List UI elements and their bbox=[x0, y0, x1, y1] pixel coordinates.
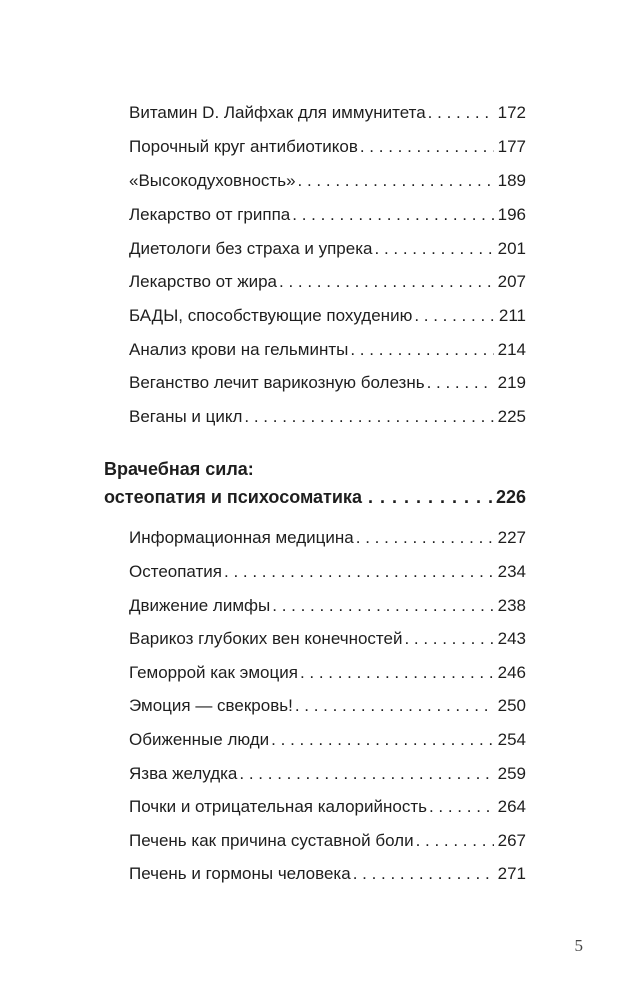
toc-entry[interactable] bbox=[129, 593, 526, 619]
toc-entry-title: Информационная медицина bbox=[129, 528, 354, 547]
dot-leader bbox=[292, 202, 493, 228]
toc-entry-page: 264 bbox=[497, 797, 526, 816]
toc-entry-page: 243 bbox=[497, 629, 526, 648]
toc-entry-page: 214 bbox=[497, 340, 526, 359]
toc-entry-title: БАДЫ, способствующие похудению bbox=[129, 306, 413, 325]
toc-entry[interactable] bbox=[129, 269, 526, 295]
dot-leader bbox=[427, 370, 494, 396]
dot-leader bbox=[429, 794, 494, 820]
toc-entry-title: Веганы и цикл bbox=[129, 407, 243, 426]
toc-entry-title: Геморрой как эмоция bbox=[129, 663, 298, 682]
toc-entry-page: 238 bbox=[497, 596, 526, 615]
toc-entry[interactable] bbox=[129, 525, 526, 551]
toc-entry-title: Язва желудка bbox=[129, 764, 238, 783]
dot-leader bbox=[298, 168, 494, 194]
dot-leader bbox=[428, 100, 494, 126]
toc-entry[interactable] bbox=[129, 660, 526, 686]
toc-entry[interactable] bbox=[129, 761, 526, 787]
toc-entry-title: Эмоция — свекровь! bbox=[129, 696, 293, 715]
toc-entry[interactable] bbox=[129, 727, 526, 753]
page-number: 5 bbox=[574, 936, 583, 955]
toc-entry[interactable] bbox=[129, 559, 526, 585]
dot-leader bbox=[360, 134, 494, 160]
dot-leader bbox=[239, 761, 493, 787]
toc-entry[interactable] bbox=[129, 693, 526, 719]
toc-entry-page: 207 bbox=[497, 272, 526, 291]
dot-leader bbox=[353, 861, 494, 887]
toc-entry-title: Остеопатия bbox=[129, 562, 223, 581]
toc-entry-title: Веганство лечит варикозную болезнь bbox=[129, 373, 425, 392]
toc-entry-page: 227 bbox=[497, 528, 526, 547]
toc-entry-page: 211 bbox=[498, 306, 526, 325]
toc-entry-title: Обиженные люди bbox=[129, 730, 270, 749]
toc-entry-title: Диетологи без страха и упрека bbox=[129, 239, 373, 258]
toc-entry[interactable] bbox=[129, 100, 526, 126]
dot-leader bbox=[404, 626, 493, 652]
dot-leader bbox=[271, 727, 493, 753]
section-heading-line1: Врачебная сила: bbox=[104, 459, 254, 479]
toc-entry-title: «Высокодуховность» bbox=[129, 171, 296, 190]
section-heading-page: 226 bbox=[495, 487, 526, 507]
toc-entry[interactable] bbox=[129, 861, 526, 887]
toc-entry-title: Порочный круг антибиотиков bbox=[129, 137, 358, 156]
toc-entry[interactable] bbox=[129, 337, 526, 363]
toc-entry-title: Печень и гормоны человека bbox=[129, 864, 351, 883]
toc-entry-page: 189 bbox=[497, 171, 526, 190]
toc-entry-title: Анализ крови на гельминты bbox=[129, 340, 349, 359]
toc-entry[interactable] bbox=[129, 828, 526, 854]
toc-entry-page: 201 bbox=[497, 239, 526, 258]
dot-leader bbox=[375, 236, 494, 262]
toc-entry-page: 259 bbox=[497, 764, 526, 783]
dot-leader bbox=[279, 269, 494, 295]
toc-entry[interactable] bbox=[129, 202, 526, 228]
toc-entry-title: Витамин D. Лайфхак для иммунитета bbox=[129, 103, 426, 122]
toc-entry[interactable] bbox=[129, 404, 526, 430]
dot-leader bbox=[414, 303, 495, 329]
toc-entry-page: 267 bbox=[497, 831, 526, 850]
section-heading-title: остеопатия и психосоматика bbox=[104, 487, 362, 507]
toc-entry[interactable] bbox=[129, 134, 526, 160]
toc-entry-page: 196 bbox=[497, 205, 526, 224]
toc-entry-title: Движение лимфы bbox=[129, 596, 271, 615]
toc-entry-title: Варикоз глубоких вен конечностей bbox=[129, 629, 403, 648]
toc-entry-page: 219 bbox=[497, 373, 526, 392]
dot-leader bbox=[272, 593, 493, 619]
dot-leader bbox=[244, 404, 493, 430]
toc-entry[interactable] bbox=[129, 794, 526, 820]
toc-entry-page: 225 bbox=[497, 407, 526, 426]
toc-entry-page: 271 bbox=[497, 864, 526, 883]
toc-entry-title: Печень как причина суставной боли bbox=[129, 831, 414, 850]
dot-leader bbox=[300, 660, 494, 686]
toc-entry[interactable] bbox=[129, 236, 526, 262]
toc-entry-page: 250 bbox=[497, 696, 526, 715]
dot-leader bbox=[356, 525, 494, 551]
toc-entry-page: 254 bbox=[497, 730, 526, 749]
toc-entry-page: 177 bbox=[497, 137, 526, 156]
section-heading-entry[interactable] bbox=[104, 484, 526, 510]
toc-entry-page: 246 bbox=[497, 663, 526, 682]
dot-leader bbox=[295, 693, 494, 719]
dot-leader bbox=[368, 484, 492, 510]
toc-entry-title: Почки и отрицательная калорийность bbox=[129, 797, 427, 816]
toc-entry-title: Лекарство от жира bbox=[129, 272, 278, 291]
dot-leader bbox=[416, 828, 494, 854]
toc-entry[interactable] bbox=[129, 370, 526, 396]
toc-entry[interactable] bbox=[129, 168, 526, 194]
toc-entry-page: 234 bbox=[497, 562, 526, 581]
toc-entry-title: Лекарство от гриппа bbox=[129, 205, 291, 224]
dot-leader bbox=[350, 337, 493, 363]
toc-entry-page: 172 bbox=[497, 103, 526, 122]
dot-leader bbox=[224, 559, 494, 585]
toc-entry[interactable] bbox=[129, 303, 526, 329]
toc-entry[interactable] bbox=[129, 626, 526, 652]
